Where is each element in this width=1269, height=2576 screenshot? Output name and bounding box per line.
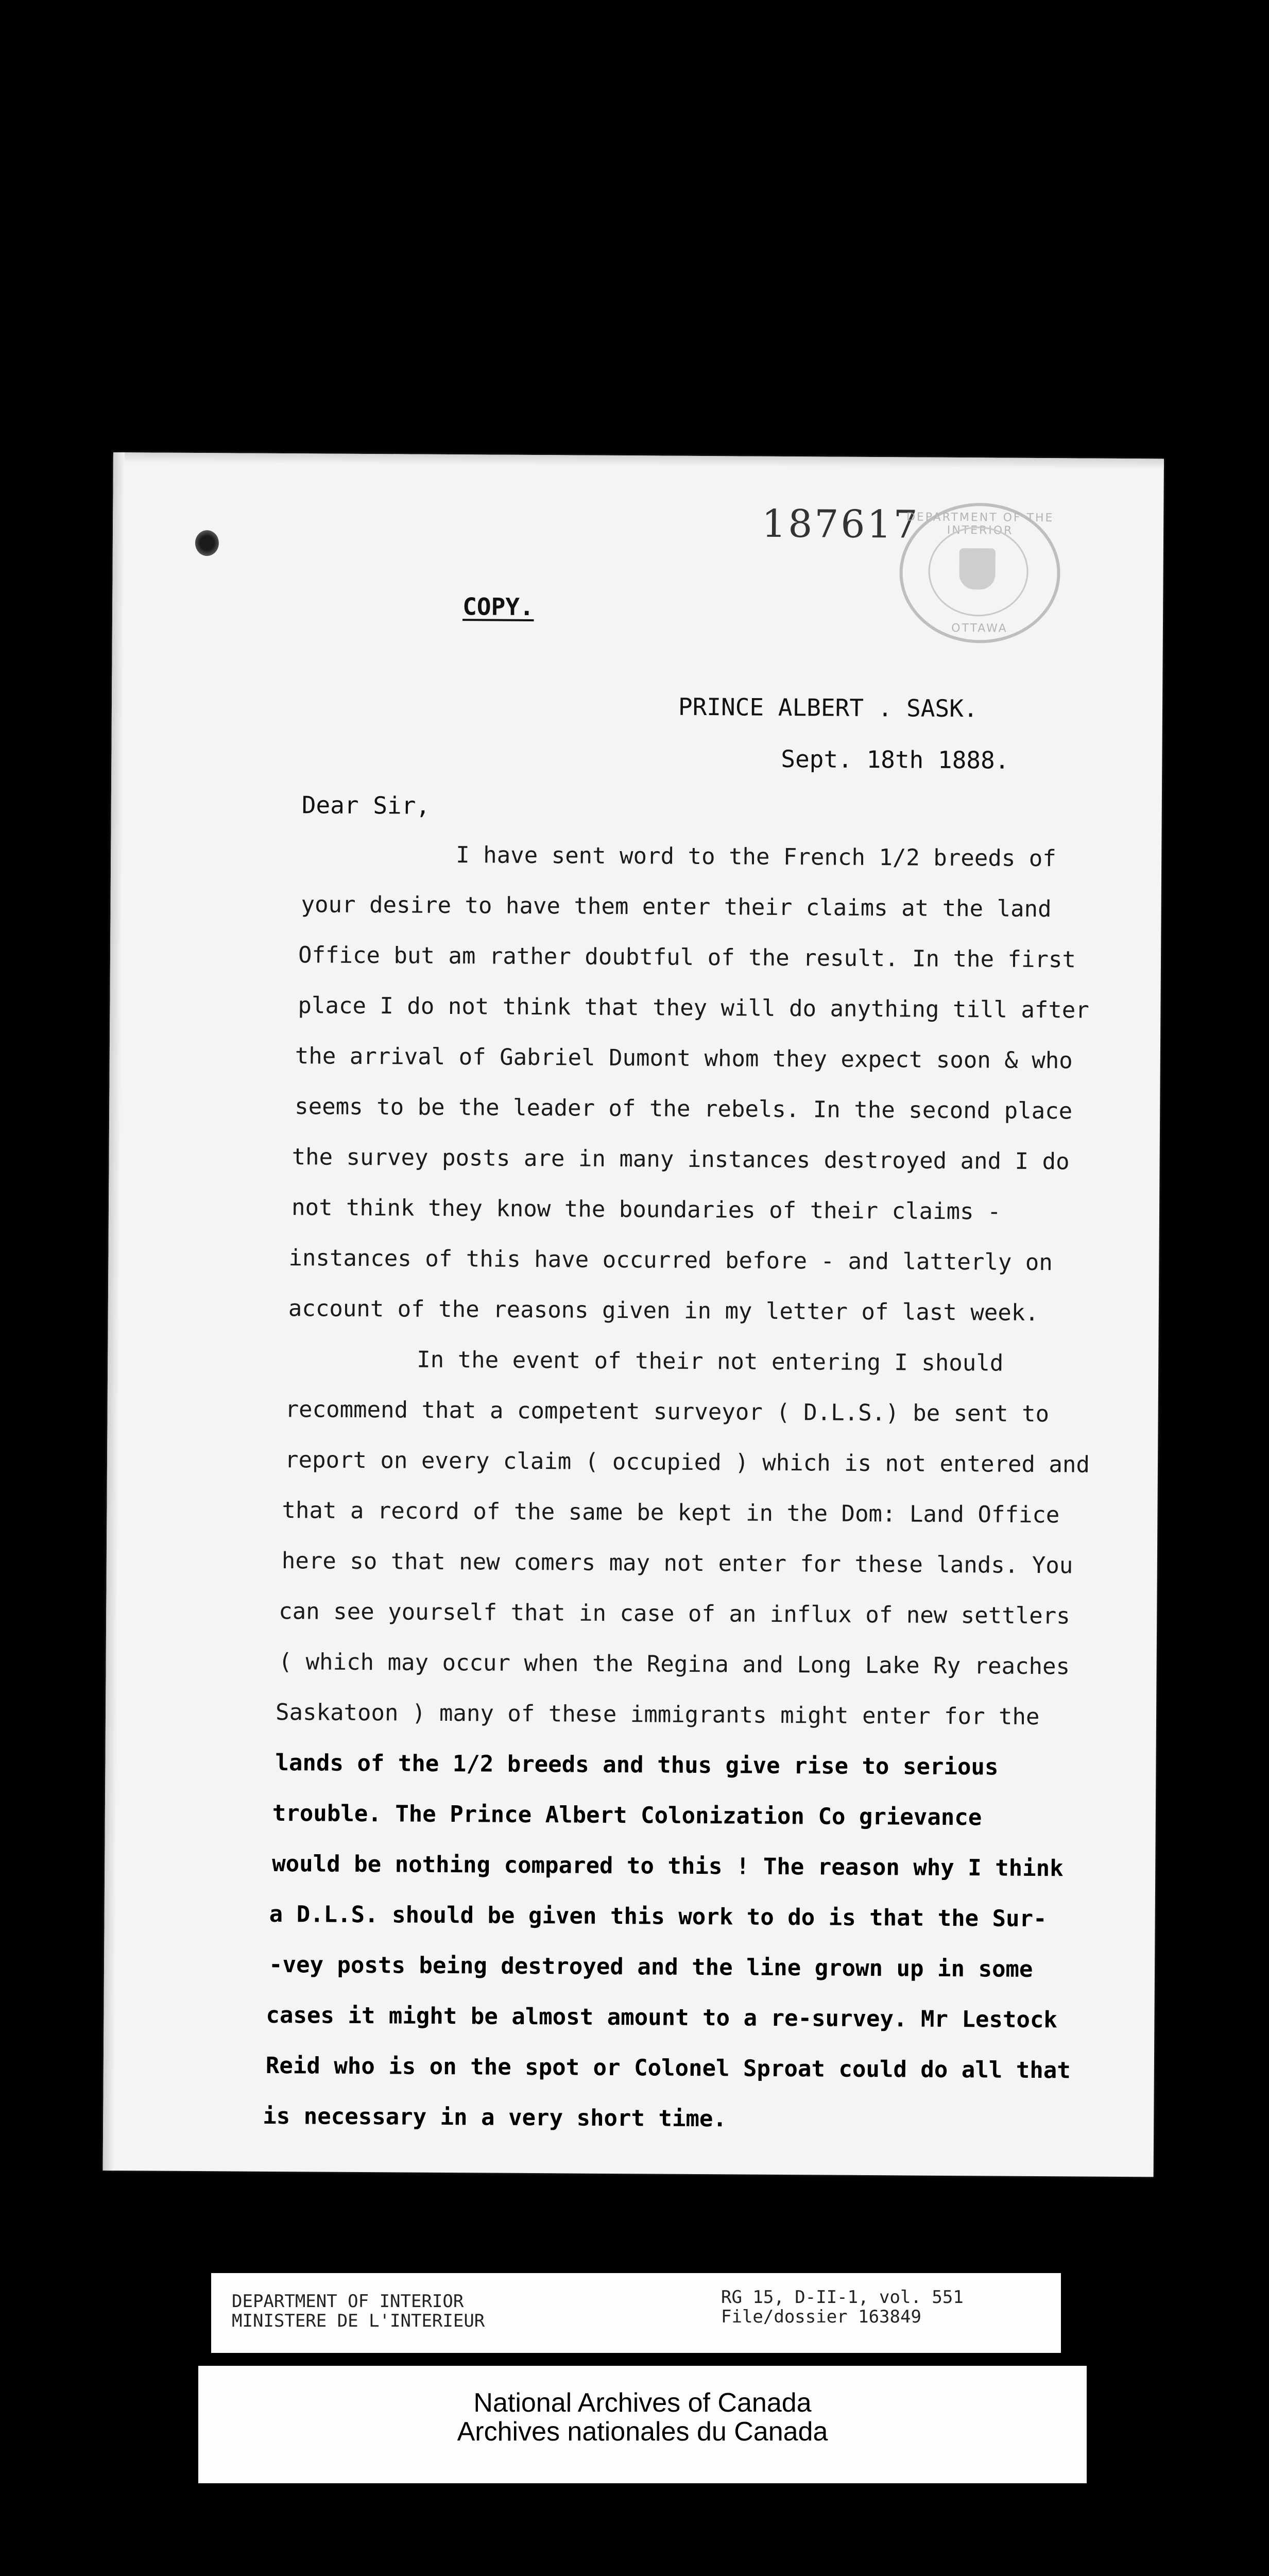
letter-line: seems to be the leader of the rebels. In the second place xyxy=(295,1093,1073,1125)
document-page xyxy=(103,452,1164,2177)
letter-line: place I do not think that they will do anything till after xyxy=(298,992,1090,1024)
letter-line: account of the reasons given in my letter of last week. xyxy=(288,1295,1039,1327)
letter-line: recommend that a competent surveyor ( D.L.S.) be sent to xyxy=(285,1396,1050,1428)
letter-line: cases it might be almost amount to a re-survey. Mr Lestock xyxy=(266,2002,1058,2033)
reference-block xyxy=(721,2287,964,2327)
letter-line: a D.L.S. should be given this work to do is that the Sur- xyxy=(269,1901,1047,1933)
letter-line: -vey posts being destroyed and the line grown up in some xyxy=(268,1951,1033,1982)
letter-line: here so that new comers may not enter for these lands. You xyxy=(281,1548,1073,1579)
archives-name-en: National Archives of Canada xyxy=(473,2388,812,2418)
letter-line: ( which may occur when the Regina and Long Lake Ry reaches xyxy=(278,1649,1070,1680)
letter-line: the survey posts are in many instances destroyed and I do xyxy=(291,1144,1070,1175)
letter-place: PRINCE ALBERT . SASK. xyxy=(678,692,978,723)
department-en: DEPARTMENT OF INTERIOR xyxy=(232,2291,464,2312)
letter-body xyxy=(103,452,1164,2177)
file-number: 187617 xyxy=(761,501,920,547)
department-label xyxy=(211,2273,1061,2353)
letter-line: I have sent word to the French 1/2 breeds of xyxy=(456,842,1056,872)
department-names xyxy=(232,2292,485,2331)
letter-line: trouble. The Prince Albert Colonization Co grievance xyxy=(272,1800,982,1831)
letter-line: not think they know the boundaries of their claims - xyxy=(291,1194,1001,1225)
letter-line: would be nothing compared to this ! The reason why I think xyxy=(272,1850,1064,1882)
letter-line: can see yourself that in case of an influx of new settlers xyxy=(279,1598,1070,1630)
letter-line: Reid who is on the spot or Colonel Sproat could do all that xyxy=(265,2052,1071,2084)
letter-line: the arrival of Gabriel Dumont whom they expect soon & who xyxy=(295,1043,1073,1074)
letter-line: your desire to have them enter their claims at the land xyxy=(301,891,1052,923)
letter-line: lands of the 1/2 breeds and thus give rise to serious xyxy=(275,1749,999,1781)
stamp-text: DEPARTMENT OF THE INTERIOR xyxy=(906,511,1054,537)
archives-label xyxy=(198,2366,1087,2483)
letter-line: that a record of the same be kept in the Dom: Land Office xyxy=(282,1497,1060,1529)
archives-name-fr: Archives nationales du Canada xyxy=(457,2417,828,2447)
letter-line: is necessary in a very short time. xyxy=(263,2103,727,2132)
letter-date: Sept. 18th 1888. xyxy=(781,744,1009,774)
record-group-reference: RG 15, D-II-1, vol. 551 xyxy=(721,2287,964,2308)
letter-line: Saskatoon ) many of these immigrants might enter for the xyxy=(275,1699,1040,1731)
file-dossier-reference: File/dossier 163849 xyxy=(721,2307,921,2327)
letter-line: In the event of their not entering I should xyxy=(417,1346,1004,1377)
salutation: Dear Sir, xyxy=(301,791,431,820)
copy-label: COPY. xyxy=(462,592,534,621)
letter-line: report on every claim ( occupied ) which is not entered and xyxy=(284,1447,1090,1478)
letter-line: instances of this have occurred before - and latterly on xyxy=(288,1245,1053,1276)
stamp-text: OTTAWA xyxy=(951,621,1008,635)
letter-line: Office but am rather doubtful of the result. In the first xyxy=(298,942,1076,973)
department-fr: MINISTERE DE L'INTERIEUR xyxy=(232,2311,485,2331)
